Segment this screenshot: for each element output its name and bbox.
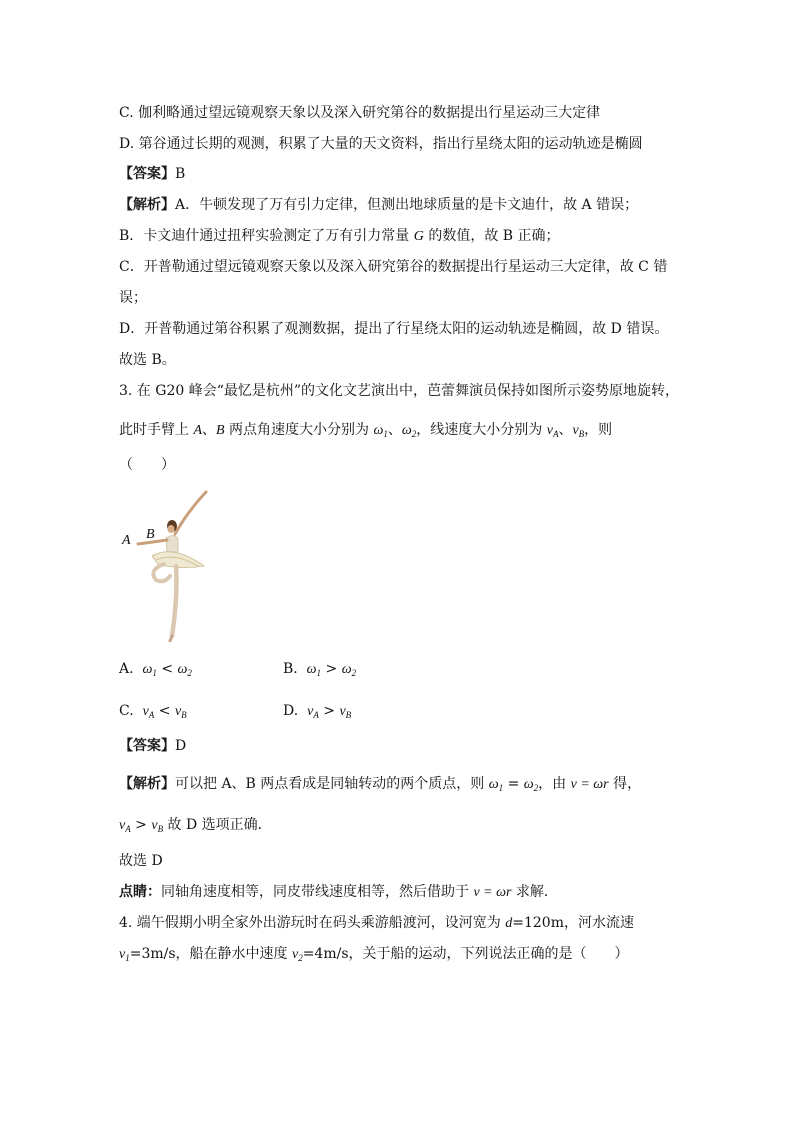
option-label: A. <box>119 661 134 677</box>
analysis-c-1: C．开普勒通过望远镜观察天象以及深入研究第谷的数据提出行星运动三大定律，故 C 错 <box>119 259 668 275</box>
omega-1 <box>373 423 387 438</box>
answer-line <box>119 164 185 184</box>
subscript-1: 1 <box>316 668 322 678</box>
analysis-label: 【解析】 <box>119 197 175 213</box>
v-symbol: v <box>546 423 553 438</box>
subscript-2: 2 <box>533 783 539 793</box>
formula-v-omega-r: v = ωr <box>473 885 512 900</box>
q3-answer-line <box>119 736 186 756</box>
answer-value: D <box>175 738 187 754</box>
omega-symbol: ω <box>401 423 412 438</box>
point-b: B <box>216 423 225 438</box>
v-b <box>339 704 351 719</box>
subscript-1: 1 <box>383 429 388 439</box>
q3-option-c <box>119 701 187 725</box>
analysis-2-post: 故 D 选项正确． <box>163 817 272 833</box>
subscript-b: B <box>345 710 352 720</box>
q4-stem-2-a: =3m/s，船在静水中速度 <box>129 946 292 962</box>
q3-option-b <box>283 659 356 683</box>
var-g: G <box>413 229 424 244</box>
analysis-label: 【解析】 <box>119 776 175 792</box>
q3-tip <box>119 882 558 903</box>
v-symbol: v <box>339 704 346 719</box>
omega-symbol: ω <box>373 423 384 438</box>
subscript-2: 2 <box>411 429 417 439</box>
q3-stem-2-post: ，则 <box>584 422 613 438</box>
subscript-1: 1 <box>498 783 504 793</box>
tip-post: 求解． <box>511 884 558 900</box>
subscript-2: 2 <box>351 668 357 678</box>
q3-stem-2-pre: 此时手臂上 <box>119 422 194 438</box>
lt-sign: < <box>161 661 174 677</box>
analysis-a-text: A．牛顿发现了万有引力定律，但测出地球质量的是卡文迪什，故 A 错误； <box>175 197 639 213</box>
v-symbol: v <box>291 947 299 962</box>
option-d: D. 第谷通过长期的观测，积累了大量的天文资料，指出行星绕太阳的运动轨迹是椭圆 <box>119 136 643 152</box>
omega-2 <box>342 662 356 677</box>
omega-symbol: ω <box>306 662 317 677</box>
q4-stem-1-pre: 4. 端午假期小明全家外出游玩时在码头乘游船渡河，设河宽为 <box>119 915 506 931</box>
v-b <box>151 818 163 833</box>
gt-sign: > <box>135 817 147 833</box>
v-a <box>547 423 559 438</box>
omega-2 <box>402 423 416 438</box>
separator: 、 <box>202 422 217 438</box>
v-a <box>307 704 319 719</box>
subscript-1: 1 <box>125 953 130 963</box>
subscript-a: A <box>125 824 131 834</box>
subscript-b: B <box>157 824 164 834</box>
q3-paren: （ ） <box>119 457 175 473</box>
formula-v-omega-r: v = ωr <box>570 777 609 792</box>
analysis-1-pre: 可以把 A、B 两点看成是同轴转动的两个质点，则 <box>175 776 489 792</box>
q3-stem-2-mid2: ，线速度大小分别为 <box>416 422 547 438</box>
omega-symbol: ω <box>341 662 352 677</box>
v-symbol: v <box>307 704 314 719</box>
point-a: A <box>193 423 203 438</box>
v-symbol: v <box>174 704 182 719</box>
q3-option-a <box>119 659 192 683</box>
ballerina-figure <box>118 486 214 642</box>
q3-analysis-2 <box>119 815 272 839</box>
var-v2 <box>292 947 303 962</box>
v-a <box>119 818 131 833</box>
subscript-1: 1 <box>152 668 157 678</box>
option-label: D. <box>283 703 299 719</box>
subscript-b: B <box>578 429 585 439</box>
q3-analysis-1 <box>119 774 641 798</box>
var-v1 <box>119 947 130 962</box>
answer-label: 【答案】 <box>119 738 175 754</box>
subscript-a: A <box>148 710 155 720</box>
q3-stem-1: 3. 在 G20 峰会“最忆是杭州”的文化文艺演出中，芭蕾舞演员保持如图所示姿势原地旋转， <box>119 383 680 399</box>
v-symbol: v <box>142 704 149 719</box>
ballerina-illustration <box>138 492 206 641</box>
option-label: C. <box>119 703 134 719</box>
q4-stem-1-post: =120m，河水流速 <box>512 915 634 931</box>
analysis-b <box>119 226 560 247</box>
tip-text: 同轴角速度相等，同皮带线速度相等，然后借助于 <box>161 884 474 900</box>
q3-conclusion: 故选 D <box>119 853 163 869</box>
q3-stem-2 <box>119 420 612 444</box>
v-symbol: v <box>119 947 126 962</box>
v-b <box>175 704 187 719</box>
omega-symbol: ω <box>177 662 188 677</box>
subscript-2: 2 <box>187 668 192 678</box>
v-symbol: v <box>151 818 158 833</box>
eq-sign: = <box>507 776 520 792</box>
option-label: B. <box>283 661 298 677</box>
analysis-d: D．开普勒通过第谷积累了观测数据，提出了行星绕太阳的运动轨迹是椭圆，故 D 错误。 <box>119 321 669 337</box>
omega-1 <box>142 662 156 677</box>
option-c: C. 伽利略通过望远镜观察天象以及深入研究第谷的数据提出行星运动三大定律 <box>119 105 601 121</box>
analysis-a <box>119 195 638 215</box>
var-d: d <box>505 916 513 931</box>
v-b <box>572 423 584 438</box>
v-symbol: v <box>119 818 126 833</box>
analysis-b-post: 的数值，故 B 正确； <box>423 228 560 244</box>
omega-symbol: ω <box>142 662 153 677</box>
omega-1 <box>307 662 321 677</box>
q3-stem-2-mid: 两点角速度大小分别为 <box>224 422 374 438</box>
separator: 、 <box>558 422 573 438</box>
analysis-b-pre: B．卡文迪什通过扭秤实验测定了万有引力常量 <box>119 228 414 244</box>
lt-sign: < <box>158 703 171 719</box>
omega-2 <box>524 777 538 792</box>
q4-stem-1 <box>119 913 634 934</box>
subscript-b: B <box>181 710 187 720</box>
subscript-2: 2 <box>298 953 303 963</box>
figure-label-a: A <box>122 533 131 548</box>
analysis-1-mid: ，由 <box>538 776 571 792</box>
analysis-1-post: 得， <box>608 776 642 792</box>
omega-symbol: ω <box>488 777 499 792</box>
answer-label: 【答案】 <box>119 166 175 182</box>
omega-1 <box>489 777 503 792</box>
q3-option-d <box>283 701 351 725</box>
subscript-a: A <box>552 429 559 439</box>
q4-stem-2 <box>119 944 629 968</box>
omega-symbol: ω <box>523 777 534 792</box>
q4-stem-2-b: =4m/s，关于船的运动，下列说法正确的是（ ） <box>302 946 629 962</box>
separator: 、 <box>387 422 402 438</box>
v-a <box>143 704 155 719</box>
answer-value: B <box>175 166 186 182</box>
analysis-c-2: 误； <box>119 290 147 306</box>
omega-2 <box>178 662 192 677</box>
gt-sign: > <box>323 703 335 719</box>
figure-label-b: B <box>146 527 155 542</box>
gt-sign: > <box>325 661 338 677</box>
tip-label: 点睛： <box>119 884 161 900</box>
subscript-a: A <box>313 710 319 720</box>
v-symbol: v <box>572 423 579 438</box>
conclusion: 故选 B。 <box>119 352 176 368</box>
